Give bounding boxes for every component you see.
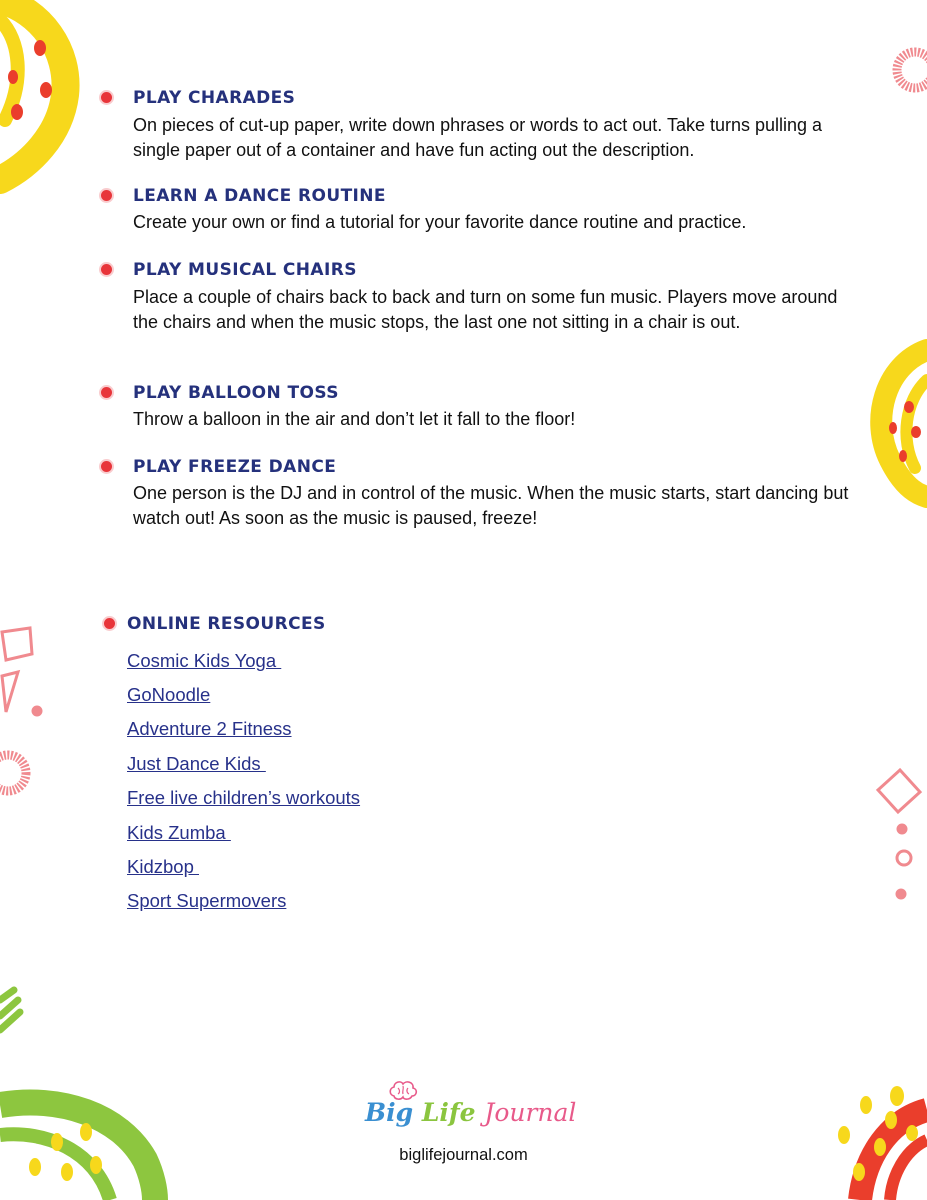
link-sport-supermovers[interactable]: Sport Supermovers: [127, 890, 287, 911]
logo-word-life: Life: [421, 1098, 476, 1127]
big-life-journal-logo: [355, 1078, 577, 1140]
activity-title: PLAY BALLOON TOSS: [133, 383, 339, 403]
bullet-icon: [101, 190, 112, 201]
link-adventure-2-fitness[interactable]: Adventure 2 Fitness: [127, 718, 292, 739]
outline-shapes-left: [0, 628, 41, 791]
activity-description: Throw a balloon in the air and don’t let it fall to the floor!: [133, 409, 576, 429]
yellow-swirl-top-left: [0, 0, 66, 180]
outline-shapes-right: [878, 770, 920, 898]
resources-title: ONLINE RESOURCES: [127, 614, 326, 634]
activity-description: Create your own or find a tutorial for your favorite dance routine and practice.: [133, 212, 747, 232]
bullet-icon: [104, 618, 115, 629]
activity-title: PLAY FREEZE DANCE: [133, 457, 337, 477]
link-free-live-childrens-workouts[interactable]: Free live children’s workouts: [127, 787, 361, 808]
link-kids-zumba[interactable]: Kids Zumba: [127, 822, 231, 843]
bullet-icon: [101, 264, 112, 275]
activity-title: PLAY MUSICAL CHAIRS: [133, 260, 357, 280]
bullet-icon: [101, 92, 112, 103]
yellow-swirl-right: [881, 350, 927, 497]
activity-description: On pieces of cut-up paper, write down phrases or words to act out. Take turns pulling a single paper out of a container and have fun acting out the description.: [133, 115, 823, 160]
bullet-icon: [101, 387, 112, 398]
link-just-dance-kids[interactable]: Just Dance Kids: [127, 753, 266, 774]
green-lines-left: [0, 990, 20, 1030]
activity-title: LEARN A DANCE ROUTINE: [133, 186, 386, 206]
activity-description: Place a couple of chairs back to back and turn on some fun music. Players move around the chairs and when the music stops, the last one not sitting in a chair is out.: [133, 287, 838, 332]
activity-title: PLAY CHARADES: [133, 88, 296, 108]
red-swirl-bottom-right: [838, 1086, 927, 1200]
link-kidzbop[interactable]: Kidzbop: [127, 856, 199, 877]
pink-ring-top-right: [897, 52, 927, 88]
link-gonoodle[interactable]: GoNoodle: [127, 684, 211, 705]
logo-word-journal: Journal: [484, 1098, 577, 1127]
activity-description: One person is the DJ and in control of the music. When the music starts, start dancing but watch out! As soon as the music is paused, freeze!: [133, 483, 849, 528]
bullet-icon: [101, 461, 112, 472]
footer-url: biglifejournal.com: [399, 1146, 528, 1164]
logo-wordmark: [365, 1098, 576, 1127]
link-cosmic-kids-yoga[interactable]: Cosmic Kids Yoga: [127, 650, 282, 671]
logo-word-big: Big: [365, 1098, 414, 1127]
